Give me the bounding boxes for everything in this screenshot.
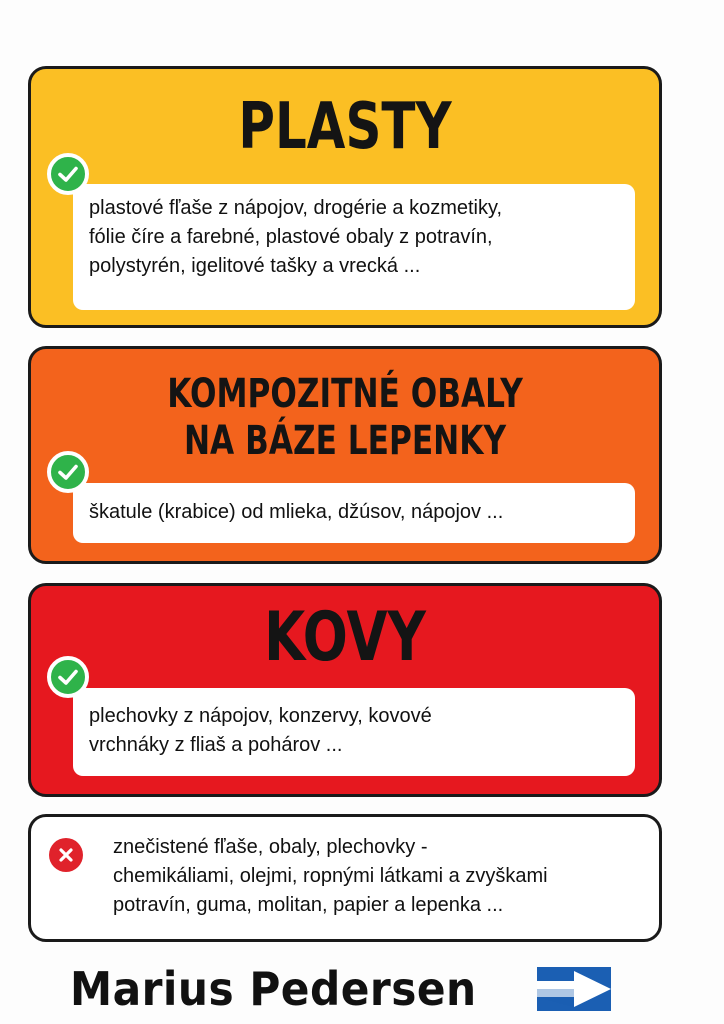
panel-plasty	[28, 66, 662, 328]
panel-text-kovy	[73, 688, 635, 776]
panel-text-kompozit	[73, 483, 635, 543]
check-icon	[47, 656, 89, 698]
excluded-text	[113, 833, 548, 920]
panel-kovy	[28, 583, 662, 797]
panel-kompozit	[28, 346, 662, 564]
plasty-line-2: fólie číre a farebné, plastové obaly z potravín,	[89, 226, 493, 248]
panel-title-plasty: PLASTY	[238, 90, 452, 164]
plasty-line-1: plastové fľaše z nápojov, drogérie a kozmetiky,	[89, 197, 503, 219]
excluded-line-2: chemikáliami, olejmi, ropnými látkami a zvyškami	[113, 865, 548, 887]
excluded-line-3: potravín, guma, molitan, papier a lepenka ...	[113, 894, 504, 916]
kompozit-line-1: škatule (krabice) od mlieka, džúsov, nápojov ...	[89, 501, 504, 523]
cross-icon	[49, 838, 83, 872]
check-icon	[47, 153, 89, 195]
panel-text-plasty	[73, 184, 635, 310]
panel-title-kompozit	[100, 371, 590, 465]
brand-name: Marius Pedersen	[70, 962, 477, 1016]
plasty-line-3: polystyrén, igelitové tašky a vrecká ...	[89, 255, 421, 277]
marius-pedersen-logo	[537, 967, 611, 1016]
kovy-line-1: plechovky z nápojov, konzervy, kovové	[89, 705, 432, 727]
kompozit-title-line-2: NA BÁZE LEPENKY	[183, 418, 507, 464]
check-icon	[47, 451, 89, 493]
kompozit-title-line-1: KOMPOZITNÉ OBALY	[167, 371, 523, 417]
panel-excluded	[28, 814, 662, 942]
kovy-line-2: vrchnáky z fliaš a pohárov ...	[89, 734, 343, 756]
excluded-line-1: znečistené fľaše, obaly, plechovky -	[113, 836, 428, 858]
panel-title-kovy: KOVY	[264, 598, 426, 677]
